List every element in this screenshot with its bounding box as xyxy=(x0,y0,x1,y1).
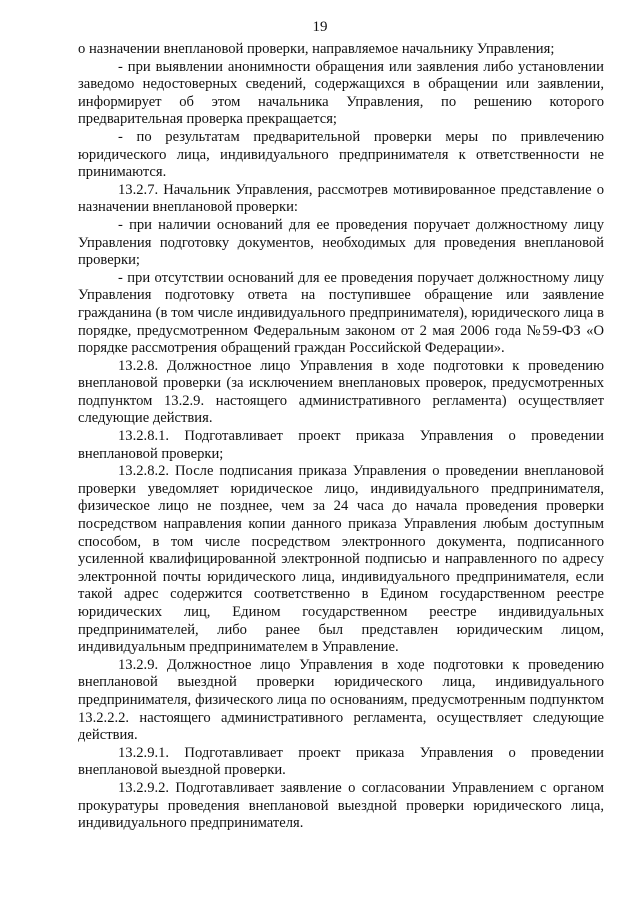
paragraph-13-2-7: 13.2.7. Начальник Управления, рассмотрев мотивированное представление о назначении внеплановой проверки: xyxy=(78,181,604,216)
paragraph-13-2-8: 13.2.8. Должностное лицо Управления в ходе подготовки к проведению внеплановой проверки (за исключением внеплановых проверок, предусмотренных подпунктом 13.2.9. настоящего административного регламента) осуществляет следующие действия. xyxy=(78,357,604,427)
paragraph-13-2-8-1: 13.2.8.1. Подготавливает проект приказа Управления о проведении внеплановой проверки; xyxy=(78,428,604,462)
paragraph-no-liability: - по результатам предварительной проверки меры по привлечению юридического лица, индивидуального предпринимателя к ответственности не принимаются. xyxy=(78,128,604,181)
paragraph-13-2-9-1: 13.2.9.1. Подготавливает проект приказа Управления о проведении внеплановой выездной проверки. xyxy=(78,744,604,779)
paragraph-continuation: о назначении внеплановой проверки, направляемое начальнику Управления; xyxy=(78,41,555,57)
page-number: 19 xyxy=(312,19,328,35)
paragraph-grounds-present: - при наличии оснований для ее проведения поручает должностному лицу Управления подготовку документов, необходимых для проведения внеплановой проверки; xyxy=(78,216,604,269)
paragraph-13-2-9: 13.2.9. Должностное лицо Управления в ходе подготовки к проведению внеплановой выездной проверки юридического лица, индивидуального предпринимателя, физического лица по основаниям, предусмотренным подпунктом 13.2.2.2. настоящего административного регламента, осуществляет следующие действия. xyxy=(78,656,604,744)
paragraph-grounds-absent: - при отсутствии оснований для ее проведения поручает должностному лицу Управления подготовку ответа на поступившее обращение или заявление гражданина (в том числе индивидуального предпринимателя), юридического лица в порядке, предусмотренном Федеральным законом от 2 мая 2006 года №59-ФЗ «О порядке рассмотрения обращений граждан Российской Федерации». xyxy=(78,269,604,357)
document-body xyxy=(78,41,604,833)
paragraph-anonymous-appeal: - при выявлении анонимности обращения или заявления либо установлении заведомо недостоверных сведений, содержащихся в обращении или заявлении, информирует об этом начальника Управления, по решению которого предварительная проверка прекращается; xyxy=(78,58,604,128)
paragraph-13-2-8-2: 13.2.8.2. После подписания приказа Управления о проведении внеплановой проверки уведомляет юридическое лицо, индивидуального предпринимателя, физическое лицо не позднее, чем за 24 часа до начала проведения проверки посредством направления копии данного приказа Управления любым доступным способом, в том числе посредством электронного документа, подписанного усиленной квалифицированной электронной подписью и направленного по адресу электронной почты юридического лица, индивидуального предпринимателя, если такой адрес содержится соответственно в Едином государственном реестре юридических лиц, Едином государственном реестре индивидуальных предпринимателей, либо ранее был представлен юридическим лицом, индивидуальным предпринимателем в Управление. xyxy=(78,463,604,656)
paragraph-13-2-9-2: 13.2.9.2. Подготавливает заявление о согласовании Управлением с органом прокуратуры проведения внеплановой выездной проверки юридического лица, индивидуального предпринимателя. xyxy=(78,779,604,832)
